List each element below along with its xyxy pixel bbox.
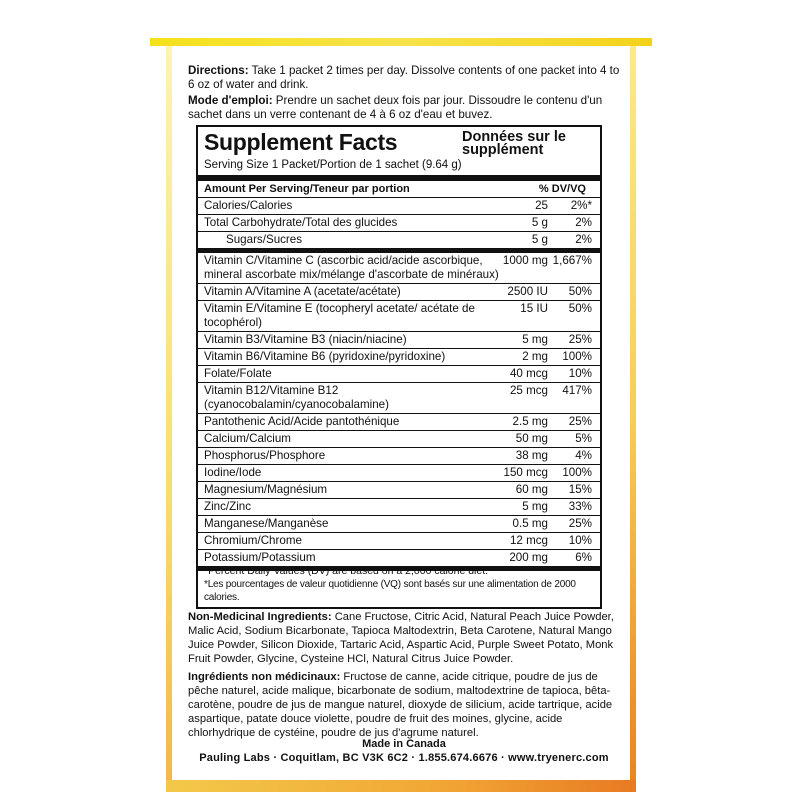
facts-row <box>198 214 600 231</box>
nutrient-name: Phosphorus/Phosphore <box>204 449 326 462</box>
facts-row <box>198 498 600 515</box>
nutrient-amount: 200 mg <box>509 551 548 564</box>
nutrient-name: Chromium/Chrome <box>204 534 302 547</box>
facts-row <box>198 430 600 447</box>
supplement-facts-panel <box>196 125 602 609</box>
nutrient-dv: 25% <box>568 415 592 428</box>
nutrient-dv: 4% <box>575 449 592 462</box>
nutrient-amount: 2 mg <box>522 350 548 363</box>
nutrient-amount: 38 mg <box>515 449 548 462</box>
nutrient-amount: 12 mcg <box>509 534 548 547</box>
nutrient-dv: 2%* <box>570 199 592 212</box>
dv-header: % DV/VQ <box>538 183 586 195</box>
serving-size: Serving Size 1 Packet/Portion de 1 sachet (9.64 g) <box>204 159 462 171</box>
nutrient-dv: 417% <box>562 384 592 397</box>
facts-row <box>198 331 600 348</box>
nutrient-name: Total Carbohydrate/Total des glucides <box>204 216 398 229</box>
directions-text <box>188 64 628 92</box>
nutrient-amount: 5 mg <box>522 500 548 513</box>
ingredients-en <box>188 610 628 666</box>
nutrient-amount: 1000 mg <box>502 254 548 267</box>
facts-title: Supplement Facts <box>204 129 398 155</box>
nutrient-amount: 50 mg <box>515 432 548 445</box>
nutrient-name: Vitamin E/Vitamine E (tocopheryl acetate/ acétate de tocophérol) <box>204 302 475 329</box>
package-top-stripe <box>150 38 652 46</box>
mode-emploi-body: Prendre un sachet deux fois par jour. Dissoudre le contenu d'un sachet dans un verre contenant de 4 à 6 oz d'eau et buvez. <box>188 94 603 121</box>
nutrient-amount: 0.5 mg <box>512 517 548 530</box>
footnote-fr: *Les pourcentages de valeur quotidienne (VQ) sont basés sur une alimentation de 2000 calories. <box>204 579 576 603</box>
mode-emploi-label: Mode d'emploi: <box>188 94 273 107</box>
nutrient-dv: 15% <box>568 483 592 496</box>
nutrient-dv: 5% <box>575 432 592 445</box>
nutrient-name: Vitamin B6/Vitamine B6 (pyridoxine/pyridoxine) <box>204 350 446 363</box>
facts-row <box>198 532 600 549</box>
nutrient-name: Sugars/Sucres <box>226 233 303 246</box>
facts-row <box>198 481 600 498</box>
nutrient-name: Vitamin C/Vitamine C (ascorbic acid/acide ascorbique, mineral ascorbate mix/mélange d'ascorbate de minéraux) <box>204 254 499 281</box>
facts-footnote <box>204 565 596 604</box>
facts-row <box>198 231 600 248</box>
amount-header-row <box>204 183 594 197</box>
ingredients-label-fr: Ingrédients non médicinaux: <box>188 671 341 683</box>
nutrient-amount: 25 mcg <box>509 384 548 397</box>
nutrient-name: Iodine/Iode <box>204 466 262 479</box>
company-contact: Pauling Labs · Coquitlam, BC V3K 6C2 · 1.855.674.6676 · www.tryenerc.com <box>199 752 609 764</box>
nutrient-amount: 2.5 mg <box>512 415 548 428</box>
nutrient-name: Vitamin B12/Vitamine B12 (cyanocobalamin/cyanocobalamine) <box>204 384 389 411</box>
made-in-canada: Made in Canada <box>362 738 446 750</box>
nutrient-dv: 33% <box>568 500 592 513</box>
facts-row <box>198 197 600 214</box>
nutrient-amount: 150 mcg <box>503 466 548 479</box>
facts-row <box>198 464 600 481</box>
facts-title-fr: Données sur le supplément <box>462 129 566 158</box>
nutrient-name: Calories/Calories <box>204 199 293 212</box>
nutrient-name: Zinc/Zinc <box>204 500 252 513</box>
package-right-edge <box>630 46 636 788</box>
footnote-en: *Percent Daily Values (DV) are based on a 2,000 calorie diet. <box>204 565 489 577</box>
package-bottom-strip <box>166 780 636 792</box>
nutrient-amount: 60 mg <box>515 483 548 496</box>
facts-row <box>198 300 600 331</box>
facts-row <box>198 283 600 300</box>
nutrient-amount: 5 g <box>531 216 548 229</box>
facts-row <box>198 348 600 365</box>
directions-label: Directions: <box>188 64 249 77</box>
nutrient-amount: 5 mg <box>522 333 548 346</box>
nutrient-name: Calcium/Calcium <box>204 432 291 445</box>
facts-row <box>198 515 600 532</box>
ingredients-fr <box>188 670 628 740</box>
facts-row <box>198 382 600 413</box>
nutrient-name: Vitamin A/Vitamine A (acetate/acétate) <box>204 285 401 298</box>
nutrient-name: Folate/Folate <box>204 367 272 380</box>
facts-row <box>198 248 600 283</box>
facts-row <box>198 413 600 430</box>
nutrient-dv: 6% <box>575 551 592 564</box>
amount-header: Amount Per Serving/Teneur par portion <box>204 183 410 195</box>
nutrient-amount: 15 IU <box>520 302 548 315</box>
facts-rows <box>198 197 600 571</box>
nutrient-dv: 2% <box>575 216 592 229</box>
nutrient-dv: 25% <box>568 333 592 346</box>
nutrient-dv: 100% <box>562 350 592 363</box>
facts-divider <box>198 175 600 181</box>
nutrient-name: Manganese/Manganèse <box>204 517 329 530</box>
ingredients-body: Cane Fructose, Citric Acid, Natural Peach Juice Powder, Malic Acid, Sodium Bicarbonate, Tapioca Maltodextrin, Beta Carotene, Natural Mango Juice Powder, Silicon Dioxide, Tartaric Acid, Aspartic Acid, Purple Sweet Potato, Monk Fruit Powder, Glycine, Cysteine HCl, Natural Citrus Juice Powder. <box>188 611 614 665</box>
nutrient-name: Vitamin B3/Vitamine B3 (niacin/niacine) <box>204 333 407 346</box>
nutrient-dv: 2% <box>575 233 592 246</box>
nutrient-name: Magnesium/Magnésium <box>204 483 328 496</box>
nutrient-amount: 2500 IU <box>507 285 548 298</box>
mode-emploi-text <box>188 94 628 122</box>
nutrient-amount: 40 mcg <box>509 367 548 380</box>
nutrient-name: Potassium/Potassium <box>204 551 316 564</box>
nutrient-amount: 25 <box>535 199 548 212</box>
facts-row <box>198 365 600 382</box>
ingredients-label: Non-Medicinal Ingredients: <box>188 611 332 623</box>
nutrient-dv: 50% <box>568 302 592 315</box>
nutrient-dv: 10% <box>568 367 592 380</box>
ingredients-body-fr: Fructose de canne, acide citrique, poudre de jus de pêche naturel, acide malique, bicarbonate de sodium, maltodextrine de tapioca, bêta-carotène, poudre de jus de mangue naturel, dioxyde de silicium, acide tartrique, acide aspartique, patate douce violette, poudre de fruit des moines, glycine, acide chlorhydrique de cystéine, poudre de jus d'agrume naturel. <box>188 671 613 739</box>
facts-header <box>198 127 600 157</box>
nutrient-dv: 50% <box>568 285 592 298</box>
nutrient-dv: 100% <box>562 466 592 479</box>
directions-body: Take 1 packet 2 times per day. Dissolve contents of one packet into 4 to 6 oz of water and drink. <box>188 64 620 91</box>
nutrient-dv: 10% <box>568 534 592 547</box>
nutrient-amount: 5 g <box>531 233 548 246</box>
nutrient-dv: 1,667% <box>552 254 592 267</box>
facts-row <box>198 447 600 464</box>
nutrient-dv: 25% <box>568 517 592 530</box>
nutrient-name: Pantothenic Acid/Acide pantothénique <box>204 415 400 428</box>
